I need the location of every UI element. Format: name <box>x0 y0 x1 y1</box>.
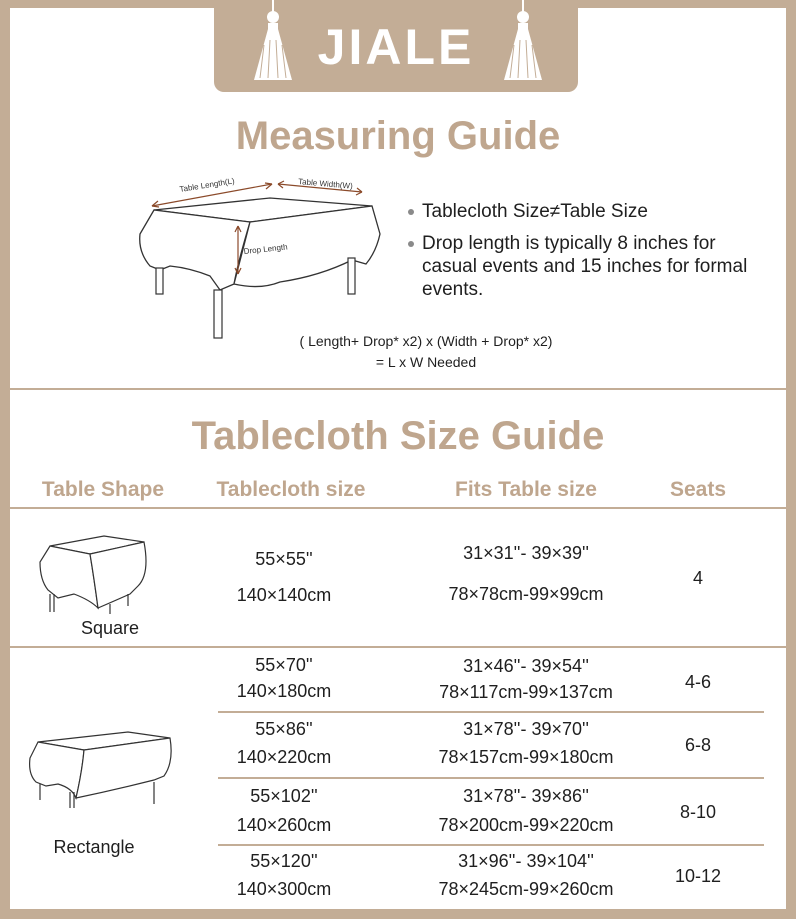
row-divider <box>10 646 786 648</box>
row-divider <box>218 844 764 846</box>
note-item: Drop length is typically 8 inches for casual events and 15 inches for formal events. <box>408 232 768 301</box>
rect-row-4-size-in: 55×120'' <box>250 851 318 871</box>
rect-row-1-size-cm: 140×180cm <box>236 681 332 701</box>
section-divider <box>10 388 786 390</box>
size-guide-title: Tablecloth Size Guide <box>191 414 605 458</box>
rect-row-3-size-in: 55×102'' <box>250 786 318 806</box>
square-fits-in: 31×31''- 39×39'' <box>463 543 589 563</box>
formula-line-2: = L x W Needed <box>375 354 477 370</box>
measuring-guide-title: Measuring Guide <box>235 114 561 158</box>
rect-row-2-size-in: 55×86'' <box>255 719 313 739</box>
rect-row-4-fits-cm: 78×245cm-99×260cm <box>438 879 614 899</box>
row-divider <box>218 777 764 779</box>
rect-row-4-seats: 10-12 <box>674 866 722 886</box>
rect-row-3-fits-cm: 78×200cm-99×220cm <box>438 815 614 835</box>
rect-row-2-fits-in: 31×78''- 39×70'' <box>463 719 589 739</box>
square-fits-cm: 78×78cm-99×99cm <box>448 584 604 604</box>
rect-row-3-seats: 8-10 <box>679 802 717 822</box>
header-table-shape: Table Shape <box>41 478 165 501</box>
rect-row-4-size-cm: 140×300cm <box>236 879 332 899</box>
header-divider <box>10 507 786 509</box>
rect-row-1-fits-cm: 78×117cm-99×137cm <box>439 682 613 702</box>
rect-row-1-seats: 4-6 <box>684 672 711 692</box>
square-size-cm: 140×140cm <box>236 585 332 605</box>
drop-label: Drop Length <box>243 242 288 256</box>
row-divider <box>218 711 764 713</box>
rect-row-2-seats: 6-8 <box>684 735 711 755</box>
rect-row-3-fits-in: 31×78''- 39×86'' <box>463 786 589 806</box>
formula-line-1: ( Length+ Drop* x2) x (Width + Drop* x2) <box>299 333 553 349</box>
rect-row-2-size-cm: 140×220cm <box>236 747 332 767</box>
header-fits-table-size: Fits Table size <box>455 478 597 501</box>
rect-row-2-fits-cm: 78×157cm-99×180cm <box>438 747 614 767</box>
rectangle-label: Rectangle <box>53 837 135 857</box>
square-size-in: 55×55'' <box>255 549 313 569</box>
rect-row-3-size-cm: 140×260cm <box>236 815 332 835</box>
square-seats: 4 <box>692 568 703 588</box>
width-label: Table Width(W) <box>297 177 354 191</box>
header-seats: Seats <box>669 478 727 501</box>
rect-row-1-fits-in: 31×46''- 39×54'' <box>463 656 589 676</box>
square-table-icon <box>34 528 154 614</box>
rectangle-table-icon <box>24 728 178 810</box>
measuring-notes <box>408 200 768 310</box>
brand-banner <box>214 0 578 92</box>
note-item: Tablecloth Size≠Table Size <box>408 200 768 223</box>
rect-row-4-fits-in: 31×96''- 39×104'' <box>458 851 594 871</box>
brand-logo: JIALE <box>317 19 475 75</box>
square-label: Square <box>80 618 140 638</box>
length-label: Table Length(L) <box>178 176 236 194</box>
table-measurement-diagram <box>130 172 400 344</box>
header-tablecloth-size: Tablecloth size <box>216 478 366 501</box>
rect-row-1-size-in: 55×70'' <box>255 655 313 675</box>
